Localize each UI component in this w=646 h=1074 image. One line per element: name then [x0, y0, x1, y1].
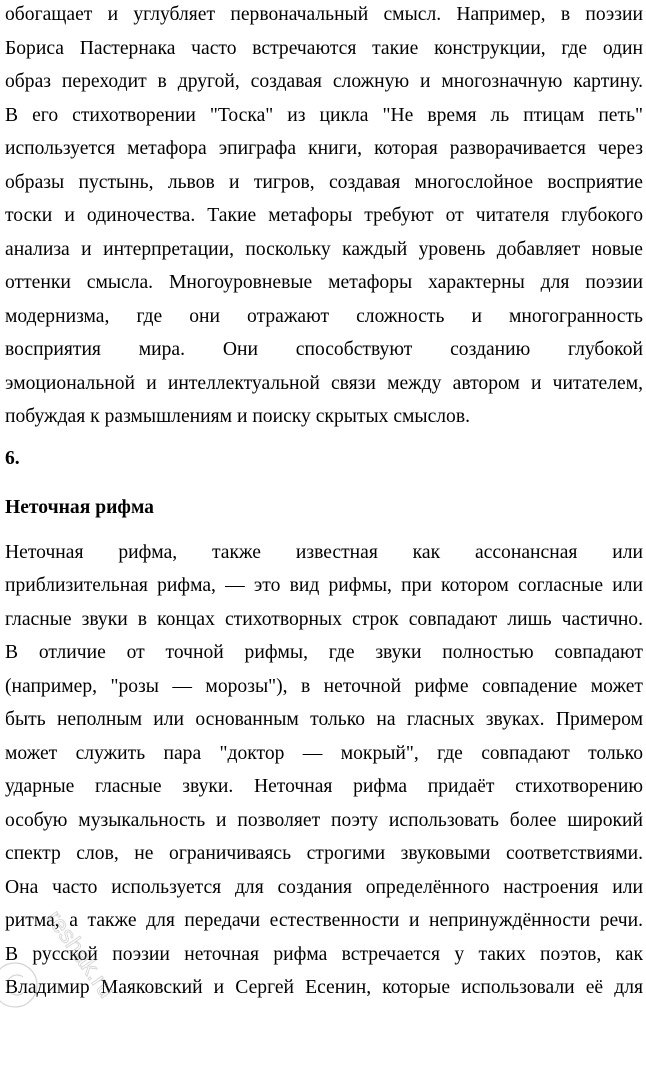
text-line: ударные гласные звуки. Неточная рифма придаёт стихотворению [5, 776, 643, 797]
text-line: обогащает и углубляет первоначальный смысл. Например, в поэзии [5, 4, 643, 25]
text-line: тоски и одиночества. Такие метафоры требуют от читателя глубокого [5, 205, 643, 226]
text-line: особую музыкальность и позволяет поэту использовать более широкий [5, 809, 643, 831]
text-line: спектр слов, не ограничиваясь строгими звуковыми соответствиями. [5, 843, 643, 864]
text-line: В отличие от точной рифмы, где звуки полностью совпадают [5, 642, 643, 663]
text-line: ритма, а также для передачи естественности и непринуждённости речи. [5, 910, 643, 931]
text-line: восприятия мира. Они способствуют созданию глубокой [5, 339, 643, 360]
text-line: образы пустынь, львов и тигров, создавая многослойное восприятие [5, 171, 643, 193]
text-line: оттенки смысла. Многоуровневые метафоры характерны для поэзии [5, 272, 643, 293]
text-line: В его стихотворении "Тоска" из цикла "Не время ль птицам петь" [5, 104, 643, 126]
text-line: анализа и интерпретации, поскольку каждый уровень добавляет новые [5, 238, 643, 260]
text-line: Владимир Маяковский и Сергей Есенин, которые использовали её для [5, 977, 643, 998]
watermark-logo [0, 905, 121, 1055]
text-line: образ переходит в другой, создавая сложную и многозначную картину. [5, 71, 643, 92]
text-line: побуждая к размышлениям и поиску скрытых смыслов. [5, 406, 471, 427]
text-line: приблизительная рифма, — это вид рифмы, при котором согласные или [5, 575, 643, 596]
text-line: В русской поэзии неточная рифма встречается у таких поэтов, как [5, 943, 643, 965]
text-line: Неточная рифма, также известная как ассонансная или [5, 541, 643, 563]
section-title: Неточная рифма [5, 496, 154, 518]
text-line: гласные звуки в концах стихотворных строк совпадают лишь частично. [5, 608, 643, 630]
text-line: может служить пара "доктор — мокрый", где совпадают только [5, 742, 643, 764]
text-line: Бориса Пастернака часто встречаются такие конструкции, где один [5, 37, 643, 59]
text-line: модернизма, где они отражают сложность и многогранность [5, 305, 643, 327]
document-body [5, 0, 643, 1005]
text-line: используется метафора эпиграфа книги, которая разворачивается через [5, 138, 643, 159]
paragraph-metaphor [5, 0, 643, 434]
section-number: 6. [5, 447, 20, 469]
svg-text:reshak.ru: reshak.ru [40, 905, 121, 1003]
text-line: Она часто используется для создания определённого настроения или [5, 876, 643, 898]
paragraph-imprecise-rhyme [5, 536, 643, 1005]
text-line: быть неполным или основанным только на гласных звуках. Примером [5, 709, 643, 730]
text-line: эмоциональной и интеллектуальной связи между автором и читателем, [5, 372, 643, 394]
text-line: (например, "розы — морозы"), в неточной рифме совпадение может [5, 675, 643, 697]
